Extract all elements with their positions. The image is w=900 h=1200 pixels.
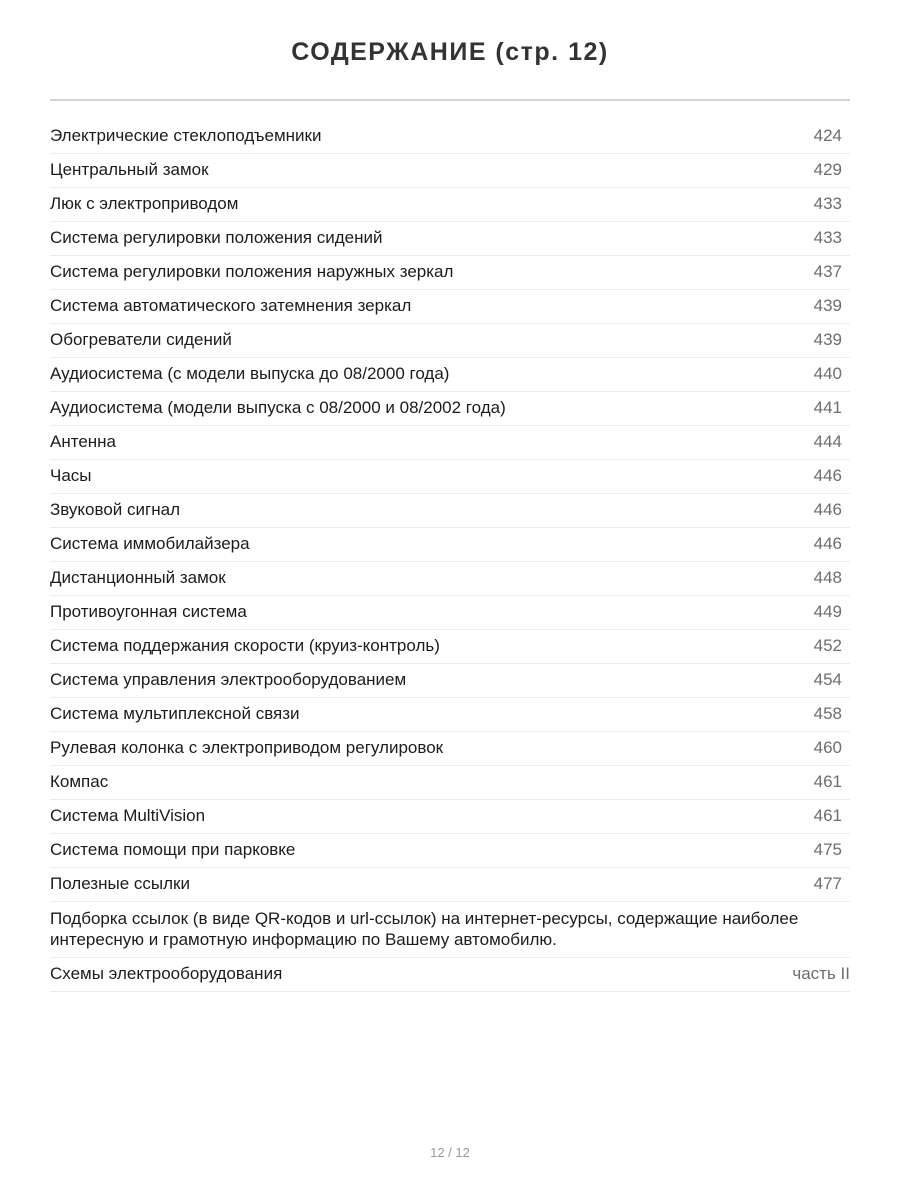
title-divider (50, 99, 850, 101)
toc-entry-page: 446 (813, 534, 842, 554)
page-title: СОДЕРЖАНИЕ (стр. 12) (291, 38, 609, 66)
toc-entry-page: 429 (813, 160, 842, 180)
toc-entry[interactable] (50, 256, 850, 290)
toc-entry-page: 441 (813, 398, 842, 418)
toc-entry-label: Система регулировки положения сидений (50, 228, 383, 248)
toc-entry-page: 477 (813, 874, 842, 894)
toc-entry-page: 433 (813, 194, 842, 214)
toc-entry-page: 449 (813, 602, 842, 622)
toc-entry[interactable] (50, 698, 850, 732)
toc-entry-page: 446 (813, 466, 842, 486)
toc-entry-page: часть II (792, 964, 850, 984)
toc-entry-page: 461 (813, 772, 842, 792)
toc-entry[interactable] (50, 800, 850, 834)
toc-entry[interactable] (50, 358, 850, 392)
toc-entry[interactable] (50, 630, 850, 664)
toc-entry-page: 475 (813, 840, 842, 860)
toc-entry-page: 437 (813, 262, 842, 282)
toc-entry-page: 461 (813, 806, 842, 826)
toc-entry-label: Люк с электроприводом (50, 194, 239, 214)
toc-entry[interactable] (50, 868, 850, 902)
toc-entry[interactable] (50, 392, 850, 426)
toc-entry-label: Противоугонная система (50, 602, 247, 622)
toc-entry[interactable] (50, 562, 850, 596)
toc-entry-page: 433 (813, 228, 842, 248)
toc-entry-page: 439 (813, 330, 842, 350)
toc-entry-label: Система поддержания скорости (круиз-контроль) (50, 636, 440, 656)
toc-entry-page: 440 (813, 364, 842, 384)
toc-entry[interactable] (50, 732, 850, 766)
toc-entry[interactable] (50, 426, 850, 460)
toc-entry-wiring-diagrams[interactable] (50, 958, 850, 992)
toc-entry[interactable] (50, 324, 850, 358)
toc-entry[interactable] (50, 494, 850, 528)
toc-entry[interactable] (50, 188, 850, 222)
toc-entry-label: Система автоматического затемнения зеркал (50, 296, 412, 316)
toc-entry[interactable] (50, 528, 850, 562)
toc-entry[interactable] (50, 290, 850, 324)
toc-entry-label: Система MultiVision (50, 806, 206, 826)
toc-entry-label: Часы (50, 466, 92, 486)
toc-entry-page: 444 (813, 432, 842, 452)
toc-entry-label: Центральный замок (50, 160, 209, 180)
toc-note: Подборка ссылок (в виде QR-кодов и url-ссылок) на интернет-ресурсы, содержащие наиболее интересную и грамотную информацию по Вашему автомобилю. (50, 902, 850, 958)
toc-entry-label: Аудиосистема (модели выпуска с 08/2000 и 08/2002 года) (50, 398, 506, 418)
toc-entry-label: Схемы электрооборудования (50, 964, 283, 984)
toc-entry-label: Компас (50, 772, 109, 792)
toc-entry-label: Дистанционный замок (50, 568, 226, 588)
toc-entry[interactable] (50, 664, 850, 698)
toc-entry-page: 458 (813, 704, 842, 724)
toc-entry-page: 452 (813, 636, 842, 656)
toc-entry-label: Рулевая колонка с электроприводом регулировок (50, 738, 444, 758)
toc-entry-page: 454 (813, 670, 842, 690)
toc-entry-page: 424 (813, 126, 842, 146)
toc-entry[interactable] (50, 154, 850, 188)
page-counter: 12 / 12 (430, 1145, 470, 1160)
toc-entry[interactable] (50, 460, 850, 494)
table-of-contents (50, 120, 850, 992)
toc-entry-label: Антенна (50, 432, 117, 452)
toc-entry[interactable] (50, 596, 850, 630)
toc-entry-label: Система помощи при парковке (50, 840, 296, 860)
toc-entry-label: Звуковой сигнал (50, 500, 180, 520)
toc-entry-page: 446 (813, 500, 842, 520)
toc-entry-label: Система регулировки положения наружных зеркал (50, 262, 454, 282)
toc-entry-label: Система иммобилайзера (50, 534, 250, 554)
toc-entry[interactable] (50, 834, 850, 868)
toc-entry-label: Электрические стеклоподъемники (50, 126, 322, 146)
toc-entry[interactable] (50, 222, 850, 256)
toc-entry-label: Обогреватели сидений (50, 330, 232, 350)
toc-entry-page: 448 (813, 568, 842, 588)
toc-entry-page: 460 (813, 738, 842, 758)
toc-entry-label: Полезные ссылки (50, 874, 190, 894)
toc-entry-label: Система мультиплексной связи (50, 704, 300, 724)
toc-entry[interactable] (50, 120, 850, 154)
toc-entry-label: Аудиосистема (с модели выпуска до 08/2000 года) (50, 364, 450, 384)
toc-entry[interactable] (50, 766, 850, 800)
toc-entry-page: 439 (813, 296, 842, 316)
toc-entry-label: Система управления электрооборудованием (50, 670, 407, 690)
